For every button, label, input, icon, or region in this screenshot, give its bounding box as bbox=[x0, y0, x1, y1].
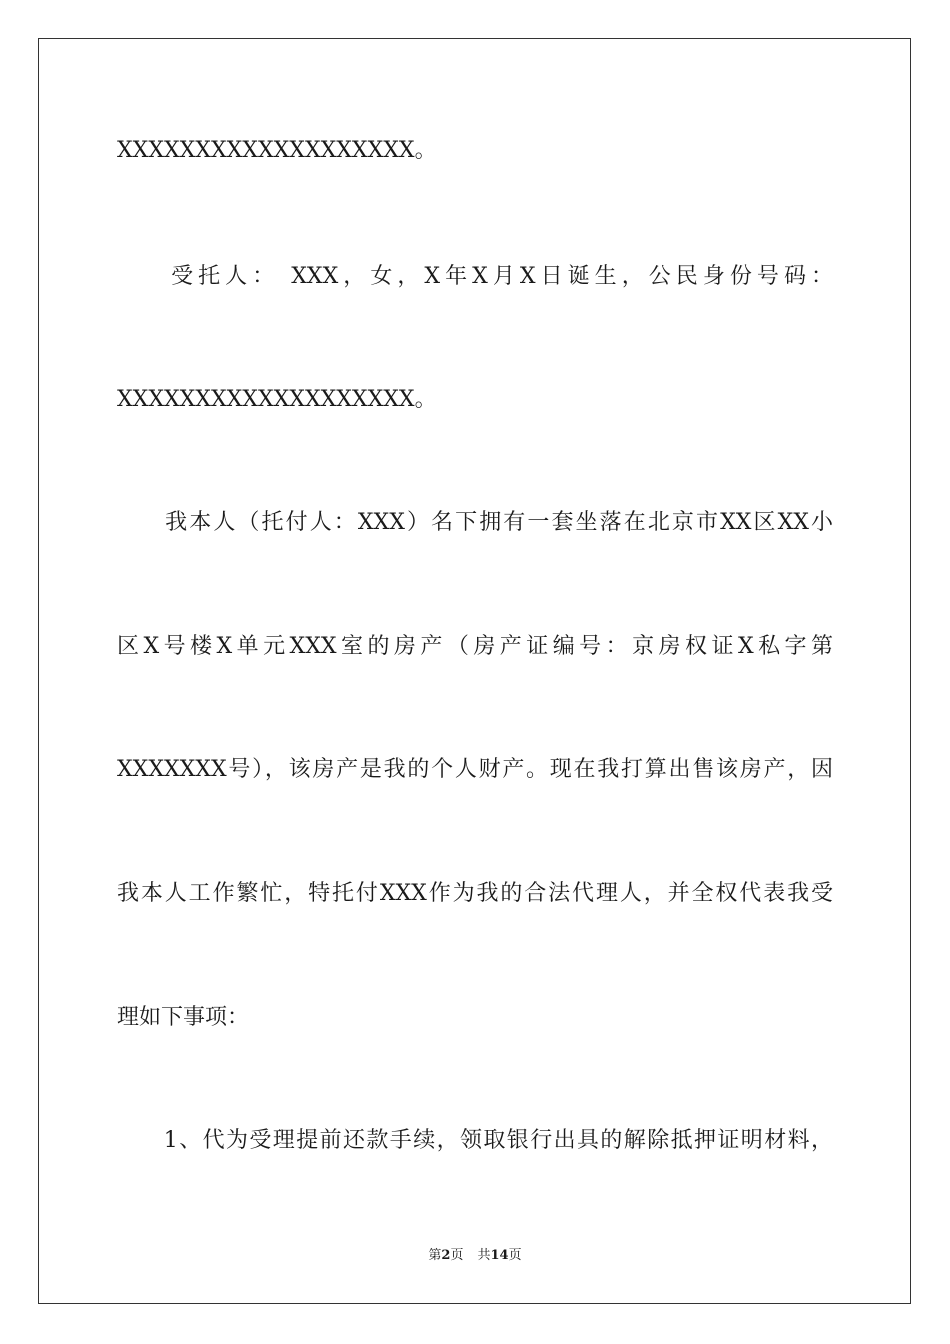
text-line-3: XXXXXXXXXXXXXXXXXXX。 bbox=[117, 387, 437, 412]
text-line-1: XXXXXXXXXXXXXXXXXXX。 bbox=[117, 138, 437, 163]
page-footer bbox=[0, 1247, 950, 1265]
total-suffix: 页 bbox=[508, 1248, 522, 1263]
page-number: 2 bbox=[441, 1248, 451, 1263]
text-line-6: XXXXXXX号），该房产是我的个人财产。现在我打算出售该房产，因 bbox=[117, 757, 833, 782]
text-line-9: 1、代为受理提前还款手续，领取银行出具的解除抵押证明材料， bbox=[117, 1128, 833, 1153]
total-prefix: 共 bbox=[477, 1248, 491, 1263]
text-line-8: 理如下事项： bbox=[117, 1005, 250, 1030]
total-pages: 14 bbox=[490, 1248, 509, 1263]
text-line-2: 受托人： XXX，女，X年X月X日诞生，公民身份号码： bbox=[117, 264, 833, 289]
page-suffix: 页 bbox=[450, 1248, 464, 1263]
text-line-7: 我本人工作繁忙，特托付XXX作为我的合法代理人，并全权代表我受 bbox=[117, 881, 833, 906]
text-line-4: 我本人（托付人：XXX）名下拥有一套坐落在北京市XX区XX小 bbox=[117, 510, 833, 535]
page-prefix: 第 bbox=[428, 1248, 442, 1263]
text-line-5: 区X号楼X单元XXX室的房产（房产证编号：京房权证X私字第 bbox=[117, 634, 833, 659]
page-frame bbox=[38, 38, 911, 1304]
